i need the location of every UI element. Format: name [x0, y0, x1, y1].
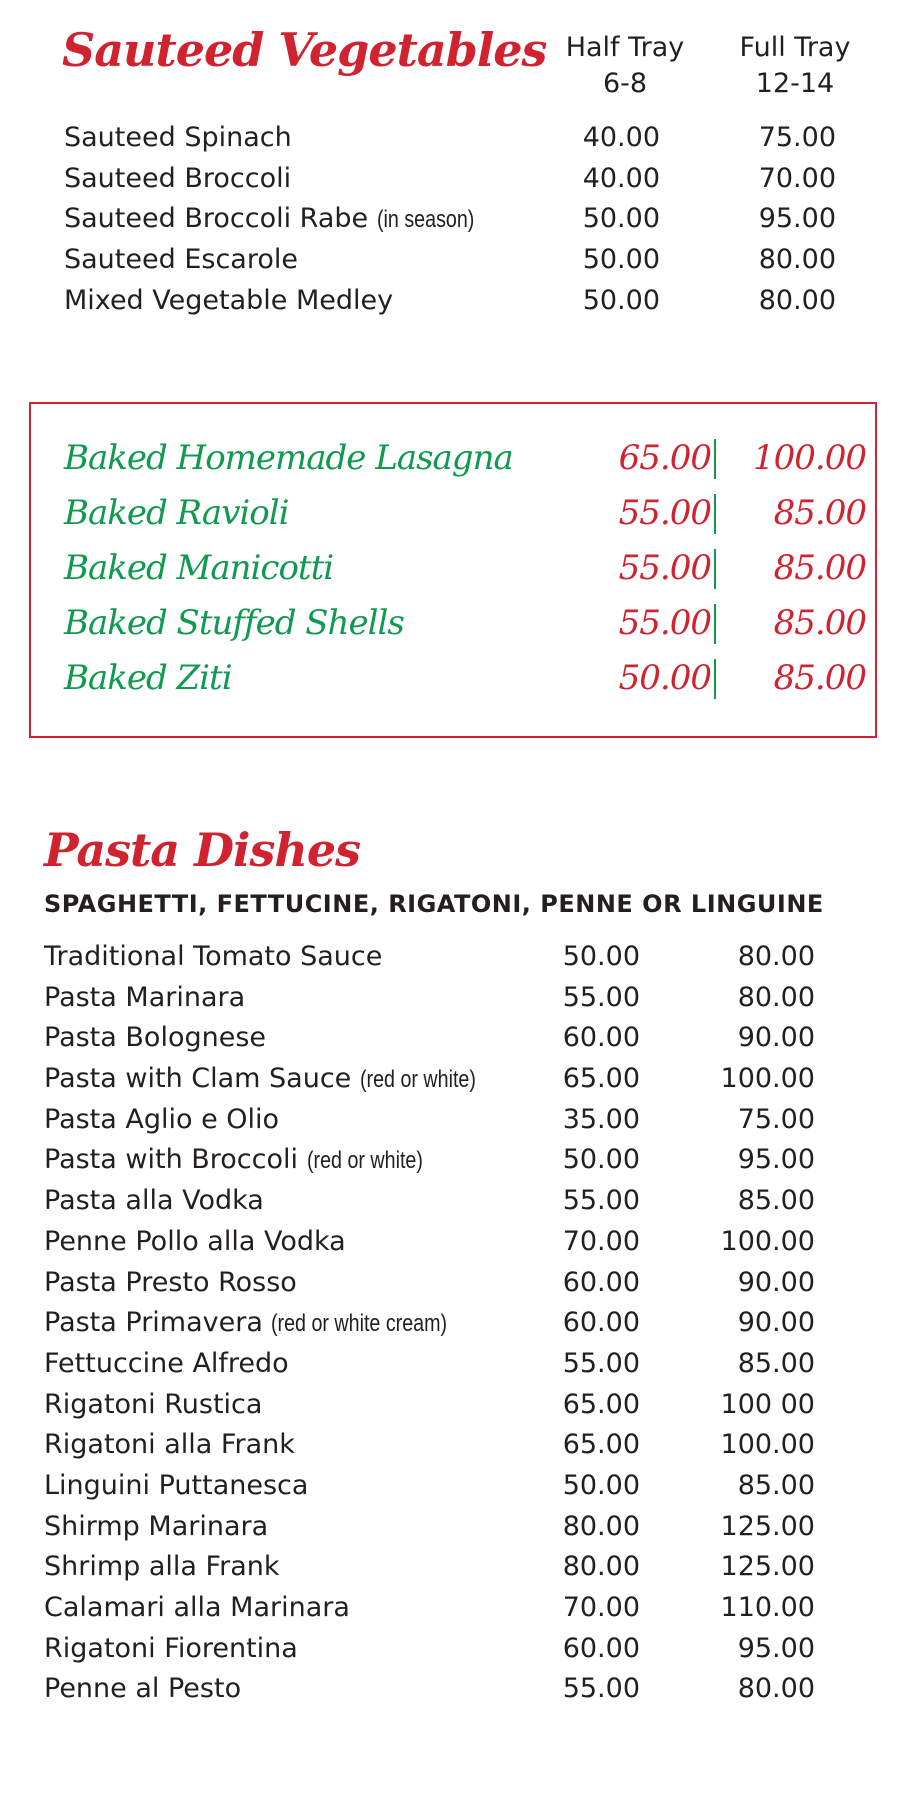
menu-item-row: [0, 1344, 904, 1385]
full-tray-price: 125.00: [720, 1510, 815, 1542]
half-tray-serves: 6-8: [602, 68, 648, 99]
full-tray-price: 85.00: [773, 603, 866, 643]
half-tray-price: 50.00: [582, 244, 660, 276]
item-name: [64, 118, 300, 158]
menu-item-row: [0, 1507, 904, 1548]
item-name: [44, 1181, 272, 1221]
item-note: (red or white): [359, 1066, 476, 1094]
menu-item-row: [0, 1140, 904, 1181]
menu-item-row: [0, 1181, 904, 1222]
full-tray-price: 90.00: [737, 1266, 815, 1298]
item-name-text: Pasta Bolognese: [44, 1022, 266, 1054]
item-name-text: Baked Ravioli: [64, 493, 289, 533]
pasta-title: Pasta Dishes: [44, 823, 360, 877]
item-note: (red or white cream): [271, 1310, 448, 1338]
item-name-text: Linguini Puttanesca: [44, 1469, 309, 1501]
full-tray-label: Full Tray: [739, 32, 851, 63]
half-tray-price: 65.00: [562, 1429, 640, 1461]
item-name-text: Baked Homemade Lasagna: [64, 438, 513, 478]
full-tray-price: 75.00: [737, 1103, 815, 1135]
full-tray-price: 95.00: [737, 1144, 815, 1176]
item-note: (in season): [376, 206, 475, 234]
pasta-dishes-section: [0, 800, 904, 1750]
menu-item-row: [0, 1425, 904, 1466]
item-name: [44, 937, 391, 977]
full-tray-price: 80.00: [758, 284, 836, 316]
half-tray-price: 55.00: [618, 493, 711, 533]
item-name-text: Sauteed Spinach: [64, 122, 292, 153]
full-tray-price: 85.00: [737, 1185, 815, 1217]
item-name: [64, 596, 404, 651]
menu-item-row: [31, 651, 875, 706]
item-name-text: Sauteed Broccoli Rabe: [64, 203, 369, 235]
item-name: [64, 541, 333, 596]
item-name-text: Shirmp Marinara: [44, 1510, 269, 1542]
menu-item-row: [0, 1466, 904, 1507]
item-name-text: Fettuccine Alfredo: [44, 1347, 289, 1379]
full-tray-price: 100.00: [720, 1225, 815, 1257]
item-name: [44, 1100, 288, 1140]
full-tray-price: 95.00: [758, 203, 836, 235]
item-name-text: Rigatoni alla Frank: [44, 1429, 295, 1461]
half-tray-price: 55.00: [618, 548, 711, 588]
menu-item-row: [0, 1303, 904, 1344]
full-tray-price: 90.00: [737, 1307, 815, 1339]
baked-item-list: [31, 431, 875, 706]
menu-item-row: [31, 541, 875, 596]
item-name-text: Pasta alla Vodka: [44, 1185, 264, 1217]
menu-item-row: [0, 1385, 904, 1426]
item-name: [64, 486, 289, 541]
full-tray-price: 80.00: [737, 981, 815, 1013]
item-name: [44, 1303, 486, 1344]
half-tray-price: 80.00: [562, 1510, 640, 1542]
half-tray-price: 55.00: [562, 981, 640, 1013]
item-name-text: Sauteed Escarole: [64, 244, 298, 276]
half-tray-price: 50.00: [618, 658, 711, 698]
sauteed-vegetables-section: [0, 0, 904, 330]
item-name: [44, 1222, 354, 1262]
half-tray-price: 70.00: [562, 1592, 640, 1623]
item-name-text: Baked Manicotti: [64, 548, 334, 588]
item-name: [44, 1263, 305, 1303]
item-name: [44, 1588, 359, 1628]
item-name-text: Pasta Marinara: [44, 981, 246, 1013]
full-tray-price: 80.00: [737, 1673, 815, 1705]
half-tray-price: 65.00: [618, 438, 711, 478]
pasta-subtitle: SPAGHETTI, FETTUCINE, RIGATONI, PENNE OR LINGUINE: [44, 890, 824, 918]
sauteed-item-list: [0, 118, 904, 321]
item-name: [64, 431, 513, 486]
full-tray-serves: 12-14: [755, 68, 835, 99]
full-tray-price: 100.00: [720, 1429, 815, 1461]
item-name-text: Calamari alla Marinara: [44, 1592, 350, 1623]
menu-item-row: [0, 1018, 904, 1059]
price-divider: [714, 494, 716, 534]
item-name: [44, 1344, 297, 1384]
item-name-text: Baked Stuffed Shells: [64, 603, 404, 643]
half-tray-price: 80.00: [562, 1551, 640, 1583]
full-tray-price: 100.00: [720, 1063, 815, 1095]
menu-item-row: [0, 1629, 904, 1670]
item-name: [64, 651, 232, 706]
item-name: [44, 1425, 303, 1465]
half-tray-price: 35.00: [562, 1103, 640, 1135]
half-tray-price: 55.00: [562, 1347, 640, 1379]
full-tray-price: 85.00: [773, 548, 866, 588]
sauteed-title: Sauteed Vegetables: [62, 23, 547, 77]
item-name: [44, 978, 254, 1018]
item-name-text: Baked Ziti: [64, 658, 232, 698]
menu-item-row: [0, 199, 904, 240]
menu-item-row: [0, 159, 904, 200]
half-tray-price: 60.00: [562, 1022, 640, 1054]
item-name-text: Penne al Pesto: [44, 1673, 242, 1705]
item-name-text: Traditional Tomato Sauce: [44, 941, 383, 972]
half-tray-price: 70.00: [562, 1225, 640, 1257]
item-name: [64, 199, 495, 240]
half-tray-price: 50.00: [562, 1144, 640, 1176]
item-name-text: Penne Pollo alla Vodka: [44, 1225, 346, 1257]
item-name: [44, 1669, 250, 1709]
item-name-text: Mixed Vegetable Medley: [64, 284, 394, 316]
full-tray-price: 85.00: [773, 493, 866, 533]
full-tray-price: 100.00: [753, 438, 866, 478]
menu-item-row: [0, 1588, 904, 1629]
menu-item-row: [0, 1547, 904, 1588]
menu-item-row: [0, 240, 904, 281]
item-name-text: Rigatoni Fiorentina: [44, 1632, 298, 1664]
item-name: [44, 1466, 317, 1506]
menu-item-row: [0, 118, 904, 159]
item-name: [44, 1140, 448, 1181]
half-tray-price: 50.00: [562, 1469, 640, 1501]
full-tray-price: 75.00: [758, 122, 836, 153]
item-name: [44, 1059, 501, 1100]
half-tray-label: Half Tray: [565, 32, 685, 63]
item-name: [64, 159, 300, 199]
half-tray-price: 40.00: [582, 162, 660, 194]
half-tray-price: 60.00: [562, 1266, 640, 1298]
menu-item-row: [0, 1059, 904, 1100]
item-note: (red or white): [306, 1147, 423, 1175]
item-name-text: Pasta Primavera: [44, 1307, 263, 1339]
half-tray-price: 50.00: [562, 941, 640, 972]
full-tray-price: 90.00: [737, 1022, 815, 1054]
item-name: [64, 281, 402, 321]
full-tray-price: 85.00: [737, 1469, 815, 1501]
pasta-item-list: [0, 937, 904, 1710]
price-divider: [714, 549, 716, 589]
item-name-text: Rigatoni Rustica: [44, 1388, 263, 1420]
full-tray-price: 80.00: [737, 941, 815, 972]
item-name: [44, 1507, 277, 1547]
half-tray-price: 55.00: [618, 603, 711, 643]
menu-item-row: [0, 1669, 904, 1710]
price-divider: [714, 659, 716, 699]
item-name: [44, 1385, 271, 1425]
half-tray-price: 50.00: [582, 284, 660, 316]
item-name-text: Shrimp alla Frank: [44, 1551, 280, 1583]
item-name-text: Pasta Presto Rosso: [44, 1266, 297, 1298]
menu-item-row: [0, 937, 904, 978]
item-name-text: Pasta with Broccoli: [44, 1144, 299, 1176]
item-name: [44, 1629, 306, 1669]
full-tray-price: 100 00: [720, 1388, 815, 1420]
item-name: [44, 1018, 275, 1058]
item-name-text: Pasta with Clam Sauce: [44, 1063, 352, 1095]
item-name-text: Pasta Aglio e Olio: [44, 1103, 280, 1135]
full-tray-price: 70.00: [758, 162, 836, 194]
menu-item-row: [0, 978, 904, 1019]
full-tray-price: 85.00: [773, 658, 866, 698]
full-tray-price: 95.00: [737, 1632, 815, 1664]
price-divider: [714, 439, 716, 479]
full-tray-price: 80.00: [758, 244, 836, 276]
item-name: [44, 1547, 288, 1587]
menu-item-row: [31, 596, 875, 651]
half-tray-price: 40.00: [582, 122, 660, 153]
item-name: [64, 240, 307, 280]
full-tray-price: 110.00: [720, 1592, 815, 1623]
item-name-text: Sauteed Broccoli: [64, 162, 292, 194]
price-divider: [714, 604, 716, 644]
half-tray-price: 65.00: [562, 1063, 640, 1095]
half-tray-price: 65.00: [562, 1388, 640, 1420]
half-tray-price: 55.00: [562, 1673, 640, 1705]
menu-item-row: [0, 1263, 904, 1304]
full-tray-price: 85.00: [737, 1347, 815, 1379]
menu-item-row: [0, 281, 904, 322]
half-tray-price: 55.00: [562, 1185, 640, 1217]
menu-item-row: [31, 431, 875, 486]
full-tray-header: [715, 30, 875, 102]
menu-item-row: [0, 1222, 904, 1263]
menu-item-row: [31, 486, 875, 541]
full-tray-price: 125.00: [720, 1551, 815, 1583]
half-tray-price: 50.00: [582, 203, 660, 235]
half-tray-price: 60.00: [562, 1307, 640, 1339]
menu-item-row: [0, 1100, 904, 1141]
baked-dishes-box: [29, 402, 877, 738]
half-tray-header: [545, 30, 705, 102]
half-tray-price: 60.00: [562, 1632, 640, 1664]
